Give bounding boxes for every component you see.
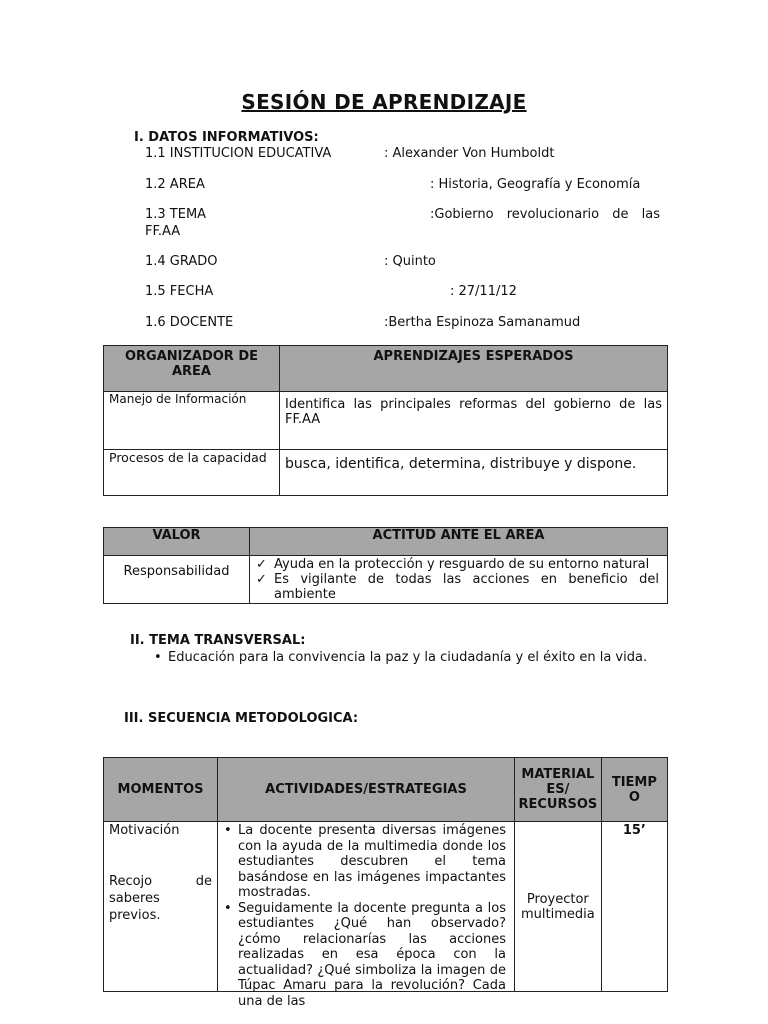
- tema-label: 1.3 TEMA: [145, 207, 207, 222]
- actitud-header: ACTITUD ANTE EL AREA: [250, 528, 668, 556]
- momento-motivacion: Motivación: [109, 823, 180, 838]
- grado-value: : Quinto: [384, 254, 436, 269]
- organizador-cell: Procesos de la capacidad: [104, 450, 280, 496]
- transversal-list: [154, 650, 660, 666]
- docente-label: 1.6 DOCENTE: [145, 315, 234, 330]
- section-datos-heading: I. DATOS INFORMATIVOS:: [134, 130, 319, 145]
- momentos-cell: [104, 822, 218, 992]
- secuencia-table: [103, 757, 668, 1009]
- tiempo-header: TIEMP O: [601, 758, 667, 822]
- check-icon: ✓: [256, 572, 267, 587]
- material-cell: Proyector multimedia: [515, 822, 602, 992]
- table-row: [104, 556, 668, 604]
- aprendizajes-header: APRENDIZAJES ESPERADOS: [280, 346, 668, 392]
- momentos-header: MOMENTOS: [104, 758, 218, 822]
- aprendizaje-cell: busca, identifica, determina, distribuye y dispone.: [280, 450, 668, 496]
- institucion-label: 1.1 INSTITUCION EDUCATIVA: [145, 146, 332, 161]
- organizador-header: ORGANIZADOR DE AREA: [104, 346, 280, 392]
- organizador-table: [103, 345, 668, 496]
- list-item: [224, 901, 506, 1010]
- valor-cell: Responsabilidad: [104, 556, 250, 604]
- actitud-cell: [250, 556, 668, 604]
- list-item: [250, 557, 659, 572]
- bullet-icon: •: [154, 650, 162, 665]
- area-value: : Historia, Geografía y Economía: [430, 177, 641, 192]
- area-label: 1.2 AREA: [145, 177, 205, 192]
- fecha-label: 1.5 FECHA: [145, 284, 214, 299]
- table-row: [104, 392, 668, 450]
- list-item: [224, 823, 506, 901]
- valor-table: [103, 527, 668, 604]
- docente-value: :Bertha Espinoza Samanamud: [384, 315, 581, 330]
- transversal-text: Educación para la convivencia la paz y la ciudadanía y el éxito en la vida.: [168, 650, 648, 665]
- bullet-icon: •: [224, 900, 232, 916]
- bullet-icon: •: [224, 823, 232, 838]
- actividad-text: La docente presenta diversas imágenes con la ayuda de la multimedia donde los estudiantes descubren el tema basándose en las imágenes impactantes mostradas.: [238, 823, 506, 900]
- tema-value-cont: FF.AA: [145, 224, 181, 239]
- aprendizaje-cell: Identifica las principales reformas del gobierno de las FF.AA: [280, 392, 668, 450]
- section-transversal-heading: II. TEMA TRANSVERSAL:: [130, 633, 306, 648]
- tema-value: :Gobierno revolucionario de las: [430, 207, 660, 222]
- list-item: [154, 650, 660, 666]
- actitud-text: Ayuda en la protección y resguardo de su entorno natural: [274, 557, 650, 572]
- section-secuencia-heading: III. SECUENCIA METODOLOGICA:: [124, 711, 359, 726]
- list-item: [250, 572, 659, 602]
- grado-label: 1.4 GRADO: [145, 254, 218, 269]
- institucion-value: : Alexander Von Humboldt: [384, 146, 555, 161]
- actitud-text: Es vigilante de todas las acciones en beneficio del ambiente: [274, 572, 659, 602]
- valor-header: VALOR: [104, 528, 250, 556]
- page-title: SESIÓN DE APRENDIZAJE: [241, 90, 527, 114]
- actividades-cell: [218, 822, 515, 1009]
- table-row: [104, 450, 668, 496]
- actividades-header: ACTIVIDADES/ESTRATEGIAS: [218, 758, 515, 822]
- actividad-text: Seguidamente la docente pregunta a los estudiantes ¿Qué han observado? ¿cómo relacionarías las acciones realizadas en esa época con la actualidad? ¿Qué simboliza la imagen de Túpac Amaru para la revolución? Cada una de las: [238, 900, 506, 1009]
- organizador-cell: Manejo de Información: [104, 392, 280, 450]
- tiempo-cell: 15’: [601, 822, 667, 992]
- check-icon: ✓: [256, 557, 267, 572]
- momento-recojo: Recojo de saberes previos.: [109, 874, 212, 923]
- fecha-value: : 27/11/12: [450, 284, 517, 299]
- material-header: MATERIAL ES/ RECURSOS: [515, 758, 602, 822]
- table-row: [104, 822, 668, 992]
